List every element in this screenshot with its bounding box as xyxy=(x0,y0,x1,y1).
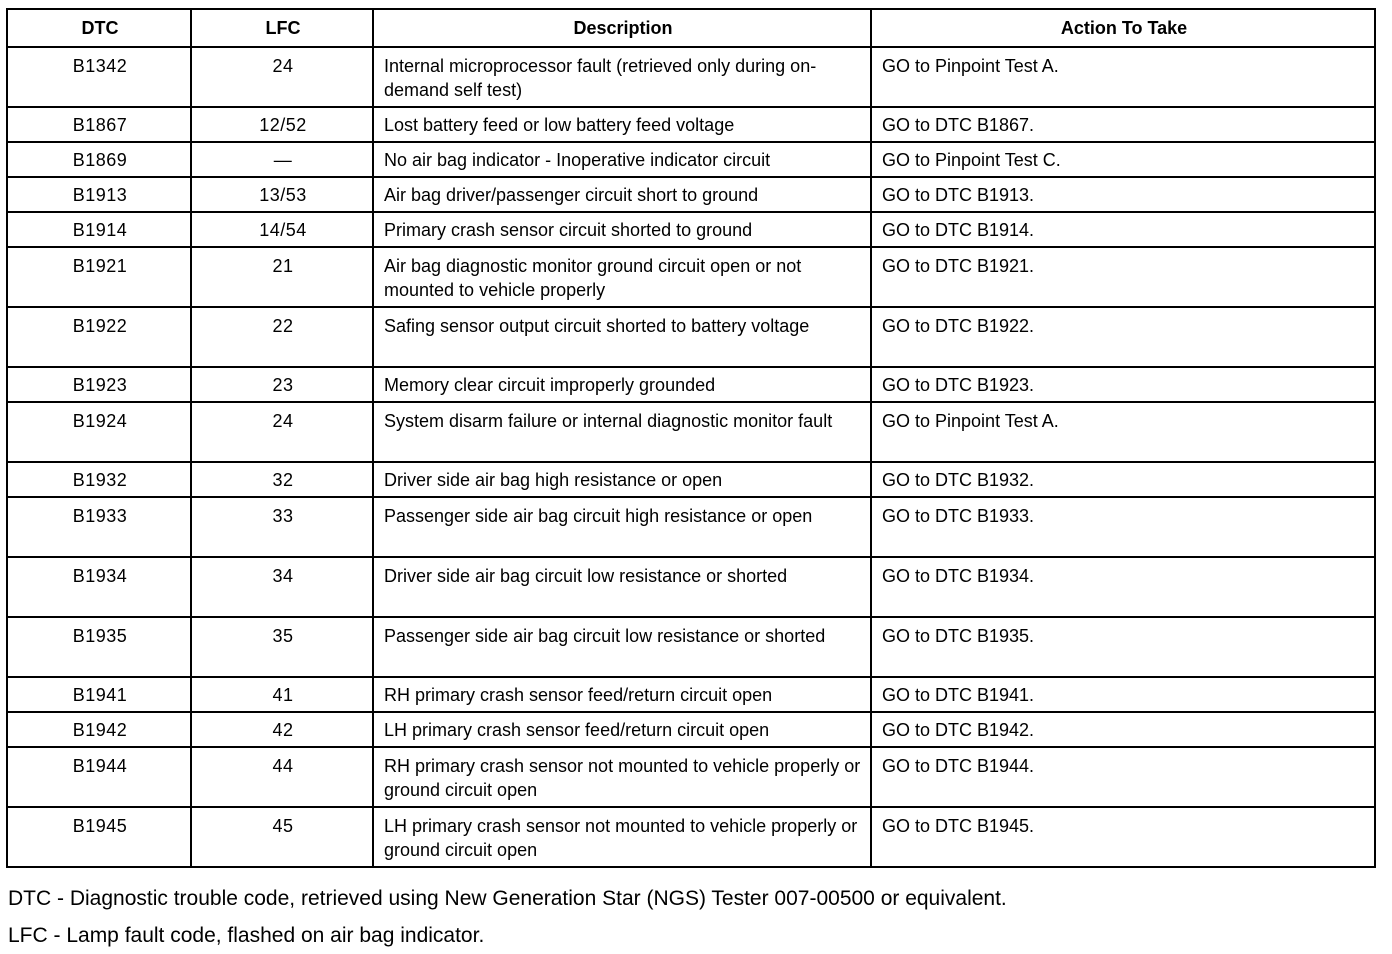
action-cell: GO to DTC B1944. xyxy=(871,747,1375,807)
lfc-cell: 42 xyxy=(191,712,373,747)
dtc-cell: B1867 xyxy=(7,107,191,142)
action-cell: GO to DTC B1867. xyxy=(871,107,1375,142)
description-cell: RH primary crash sensor not mounted to vehicle properly or ground circuit open xyxy=(373,747,871,807)
action-cell: GO to DTC B1945. xyxy=(871,807,1375,867)
action-cell: GO to Pinpoint Test A. xyxy=(871,47,1375,107)
action-cell: GO to Pinpoint Test A. xyxy=(871,402,1375,462)
dtc-cell: B1932 xyxy=(7,462,191,497)
dtc-cell: B1933 xyxy=(7,497,191,557)
table-row xyxy=(7,747,1375,807)
lfc-cell: 32 xyxy=(191,462,373,497)
description-cell: Passenger side air bag circuit high resistance or open xyxy=(373,497,871,557)
table-row xyxy=(7,107,1375,142)
dtc-table xyxy=(6,8,1376,868)
table-row xyxy=(7,617,1375,677)
description-cell: Primary crash sensor circuit shorted to ground xyxy=(373,212,871,247)
table-row xyxy=(7,677,1375,712)
lfc-cell: — xyxy=(191,142,373,177)
lfc-cell: 45 xyxy=(191,807,373,867)
dtc-cell: B1942 xyxy=(7,712,191,747)
lfc-cell: 41 xyxy=(191,677,373,712)
dtc-cell: B1923 xyxy=(7,367,191,402)
table-row xyxy=(7,177,1375,212)
dtc-cell: B1913 xyxy=(7,177,191,212)
action-cell: GO to DTC B1923. xyxy=(871,367,1375,402)
lfc-cell: 33 xyxy=(191,497,373,557)
description-cell: Driver side air bag circuit low resistance or shorted xyxy=(373,557,871,617)
table-row xyxy=(7,557,1375,617)
action-cell: GO to DTC B1933. xyxy=(871,497,1375,557)
dtc-cell: B1945 xyxy=(7,807,191,867)
action-cell: GO to DTC B1941. xyxy=(871,677,1375,712)
table-row xyxy=(7,47,1375,107)
dtc-cell: B1944 xyxy=(7,747,191,807)
lfc-cell: 23 xyxy=(191,367,373,402)
table-row xyxy=(7,247,1375,307)
dtc-cell: B1342 xyxy=(7,47,191,107)
lfc-cell: 44 xyxy=(191,747,373,807)
action-cell: GO to Pinpoint Test C. xyxy=(871,142,1375,177)
description-cell: RH primary crash sensor feed/return circuit open xyxy=(373,677,871,712)
description-cell: Memory clear circuit improperly grounded xyxy=(373,367,871,402)
header-dtc: DTC xyxy=(7,9,191,47)
lfc-cell: 22 xyxy=(191,307,373,367)
dtc-cell: B1935 xyxy=(7,617,191,677)
dtc-cell: B1922 xyxy=(7,307,191,367)
dtc-cell: B1934 xyxy=(7,557,191,617)
dtc-cell: B1924 xyxy=(7,402,191,462)
lfc-cell: 24 xyxy=(191,402,373,462)
footnote-lfc: LFC - Lamp fault code, flashed on air bag indicator. xyxy=(8,924,485,947)
description-cell: Driver side air bag high resistance or open xyxy=(373,462,871,497)
action-cell: GO to DTC B1921. xyxy=(871,247,1375,307)
description-cell: LH primary crash sensor not mounted to vehicle properly or ground circuit open xyxy=(373,807,871,867)
action-cell: GO to DTC B1922. xyxy=(871,307,1375,367)
header-action: Action To Take xyxy=(871,9,1375,47)
lfc-cell: 35 xyxy=(191,617,373,677)
description-cell: LH primary crash sensor feed/return circuit open xyxy=(373,712,871,747)
footnotes xyxy=(8,880,1378,954)
lfc-cell: 24 xyxy=(191,47,373,107)
table-row xyxy=(7,712,1375,747)
table-header-row xyxy=(7,9,1375,47)
description-cell: Passenger side air bag circuit low resistance or shorted xyxy=(373,617,871,677)
dtc-cell: B1941 xyxy=(7,677,191,712)
table-row xyxy=(7,807,1375,867)
table-row xyxy=(7,212,1375,247)
table-row xyxy=(7,462,1375,497)
action-cell: GO to DTC B1942. xyxy=(871,712,1375,747)
table-row xyxy=(7,307,1375,367)
header-description: Description xyxy=(373,9,871,47)
description-cell: Lost battery feed or low battery feed voltage xyxy=(373,107,871,142)
table-row xyxy=(7,402,1375,462)
action-cell: GO to DTC B1934. xyxy=(871,557,1375,617)
table-row xyxy=(7,142,1375,177)
action-cell: GO to DTC B1913. xyxy=(871,177,1375,212)
header-lfc: LFC xyxy=(191,9,373,47)
description-cell: Air bag driver/passenger circuit short to ground xyxy=(373,177,871,212)
description-cell: Internal microprocessor fault (retrieved only during on-demand self test) xyxy=(373,47,871,107)
description-cell: System disarm failure or internal diagnostic monitor fault xyxy=(373,402,871,462)
dtc-cell: B1869 xyxy=(7,142,191,177)
footnote-dtc: DTC - Diagnostic trouble code, retrieved using New Generation Star (NGS) Tester 007-00500 or equivalent. xyxy=(8,887,1007,910)
action-cell: GO to DTC B1932. xyxy=(871,462,1375,497)
description-cell: Safing sensor output circuit shorted to battery voltage xyxy=(373,307,871,367)
action-cell: GO to DTC B1914. xyxy=(871,212,1375,247)
action-cell: GO to DTC B1935. xyxy=(871,617,1375,677)
lfc-cell: 34 xyxy=(191,557,373,617)
document xyxy=(6,8,1374,868)
description-cell: Air bag diagnostic monitor ground circuit open or not mounted to vehicle properly xyxy=(373,247,871,307)
table-row xyxy=(7,367,1375,402)
description-cell: No air bag indicator - Inoperative indicator circuit xyxy=(373,142,871,177)
lfc-cell: 21 xyxy=(191,247,373,307)
lfc-cell: 14/54 xyxy=(191,212,373,247)
dtc-cell: B1921 xyxy=(7,247,191,307)
table-row xyxy=(7,497,1375,557)
lfc-cell: 12/52 xyxy=(191,107,373,142)
dtc-cell: B1914 xyxy=(7,212,191,247)
lfc-cell: 13/53 xyxy=(191,177,373,212)
